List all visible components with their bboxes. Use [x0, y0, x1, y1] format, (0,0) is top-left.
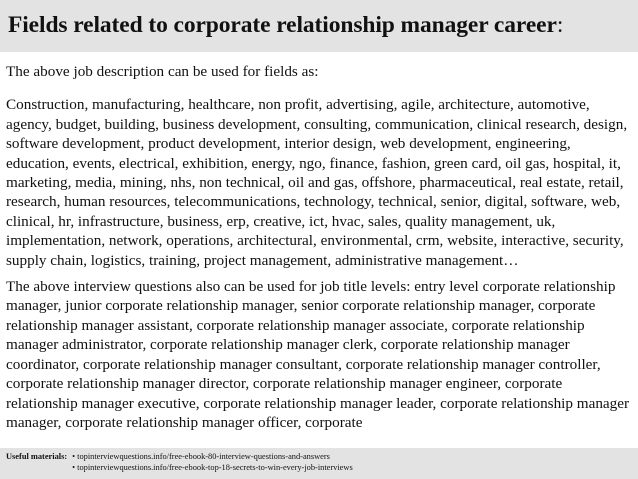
job-levels-paragraph: The above interview questions also can be used for job title levels: entry level corporate relationship manager, junior corporate relationship manager, senior corporate relationship manager, corporate relationship manager assistant, corporate relationship manager associate, corporate relationship manager administrator, corporate relationship manager clerk, corporate relationship manager coordinator, corporate relationship manager consultant, corporate relationship manager controller, corporate relationship manager director, corporate relationship manager engineer, corporate relationship manager executive, corporate relationship manager leader, corporate relationship manager manager, corporate relationship manager officer, corporate — [6, 278, 630, 431]
page-title-text: Fields related to corporate relationship manager career — [8, 12, 557, 38]
footer-links — [72, 451, 353, 473]
page-title-colon: : — [556, 12, 564, 38]
main-content — [6, 62, 634, 439]
footer-label: Useful materials: — [6, 452, 68, 461]
fields-paragraph: Construction, manufacturing, healthcare, non profit, advertising, agile, architecture, automotive, agency, budget, building, business development, consulting, communication, clinical research, design, software development, product development, interior design, web development, engineering, education, events, electrical, exhibition, energy, ngo, finance, fashion, green card, oil gas, hospital, it, marketing, media, mining, nhs, non technical, oil and gas, offshore, pharmaceutical, real estate, retail, research, human resources, telecommunications, technology, technical, senior, digital, software, web, clinical, hr, infrastructure, business, erp, creative, ict, hvac, sales, quality management, uk, implementation, network, operations, architectural, environmental, crm, website, interactive, security, supply chain, logistics, training, project management, administrative management… — [6, 96, 628, 269]
footer — [0, 448, 638, 479]
intro-text: The above job description can be used for fields as: — [6, 63, 319, 80]
page-title — [8, 12, 630, 39]
footer-link-ebook-18[interactable]: • topinterviewquestions.info/free-ebook-top-18-secrets-to-win-every-job-interviews — [72, 463, 353, 472]
title-bar — [0, 0, 638, 52]
footer-link-ebook-80[interactable]: • topinterviewquestions.info/free-ebook-80-interview-questions-and-answers — [72, 452, 330, 461]
